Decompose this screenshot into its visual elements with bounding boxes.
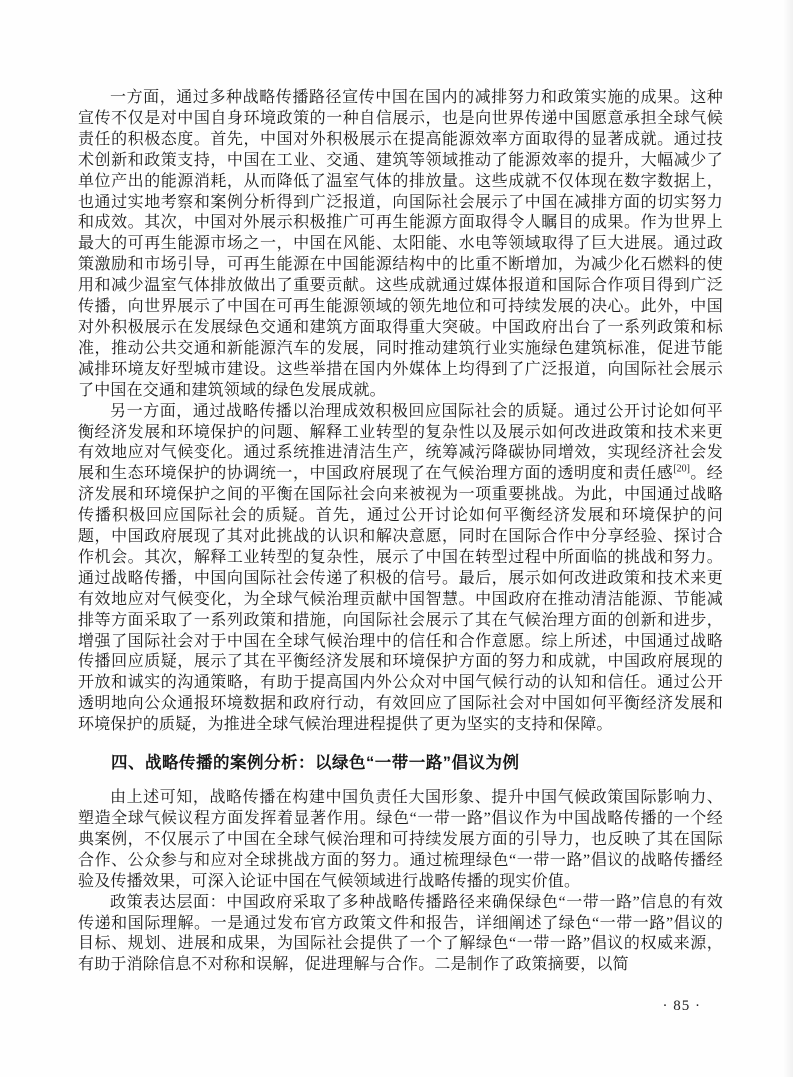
paragraph-response-text-before-ref: 另一方面，通过战略传播以治理成效积极回应国际社会的质疑。通过公开讨论如何平衡经济发展和环境保护的问题、解释工业转型的复杂性以及展示如何改进政策和技术来更有效地应对气候变化。通过系统推进清洁生产，统筹减污降碳协同增效，实现经济社会发展和生态环境保护的协调统一，中国政府展现了在气候治理方面的透明度和责任感 (78, 402, 723, 483)
paragraph-domestic-promotion: 一方面，通过多种战略传播路径宣传中国在国内的减排努力和政策实施的成果。这种宣传不仅是对中国自身环境政策的一种自信展示，也是向世界传递中国愿意承担全球气候责任的积极态度。首先，中国对外积极展示在提高能源效率方面取得的显著成就。通过技术创新和政策支持，中国在工业、交通、建筑等领域推动了能源效率的提升，大幅减少了单位产出的能源消耗，从而降低了温室气体的排放量。这些成就不仅体现在数字数据上，也通过实地考察和案例分析得到广泛报道，向国际社会展示了中国在减排方面的切实努力和成效。其次，中国对外展示积极推广可再生能源方面取得令人瞩目的成果。作为世界上最大的可再生能源市场之一，中国在风能、太阳能、水电等领域取得了巨大进展。通过政策激励和市场引导，可再生能源在中国能源结构中的比重不断增加，为减少化石燃料的使用和减少温室气体排放做出了重要贡献。这些成就通过媒体报道和国际合作项目得到广泛传播，向世界展示了中国在可再生能源领域的领先地位和可持续发展的决心。此外，中国对外积极展示在发展绿色交通和建筑方面取得重大突破。中国政府出台了一系列政策和标准，推动公共交通和新能源汽车的发展，同时推动建筑行业实施绿色建筑标准，促进节能减排环境友好型城市建设。这些举措在国内外媒体上均得到了广泛报道，向国际社会展示了中国在交通和建筑领域的绿色发展成就。 (78, 89, 723, 399)
section-heading-case-analysis: 四、战略传播的案例分析：以绿色“一带一路”倡议为例 (111, 754, 520, 773)
article-body (78, 88, 723, 976)
paragraph-case-intro: 由上述可知，战略传播在构建中国负责任大国形象、提升中国气候政策国际影响力、塑造全球气候议程方面发挥着显著作用。绿色“一带一路”倡议作为中国战略传播的一个经典案例，不仅展示了中国在全球气候治理和可持续发展方面的引导力，也反映了其在国际合作、公众参与和应对全球挑战方面的努力。通过梳理绿色“一带一路”倡议的战略传播经验及传播效果，可深入论证中国在气候领域进行战略传播的现实价值。 (78, 789, 723, 890)
paragraph-policy-expression: 政策表达层面：中国政府采取了多种战略传播路径来确保绿色“一带一路”信息的有效传递和国际理解。一是通过发布官方政策文件和报告，详细阐述了绿色“一带一路”倡议的目标、规划、进展和成果，为国际社会提供了一个了解绿色“一带一路”倡议的权威来源，有助于消除信息不对称和误解，促进理解与合作。二是制作了政策摘要，以简 (78, 893, 723, 974)
paragraph-response-to-doubts (78, 402, 723, 737)
paragraph-response-text-after-ref: 。经济发展和环境保护之间的平衡在国际社会向来被视为一项重要挑战。为此，中国通过战略传播积极回应国际社会的质疑。首先，通过公开讨论如何平衡经济发展和环境保护的问题，中国政府展现了其对此挑战的认识和解决意愿，同时在国际合作中分享经验、探讨合作机会。其次，解释工业转型的复杂性，展示了中国在转型过程中所面临的挑战和努力。通过战略传播，中国向国际社会传递了积极的信号。最后，展示如何改进政策和技术来更有效地应对气候变化，为全球气候治理贡献中国智慧。中国政府在推动清洁能源、节能减排等方面采取了一系列政策和措施，向国际社会展示了其在气候治理方面的创新和进步，增强了国际社会对于中国在全球气候治理中的信任和合作意愿。综上所述，中国通过战略传播回应质疑，展示了其在平衡经济发展和环境保护方面的努力和成就，中国政府展现的开放和诚实的沟通策略，有助于提高国内外公众对中国气候行动的认知和信任。通过公开透明地向公众通报环境数据和政府行动，有效回应了国际社会对中国如何平衡经济发展和环境保护的质疑，为推进全球气候治理进程提供了更为坚实的支持和保障。 (78, 465, 724, 734)
page-number: · 85 · (662, 998, 701, 1014)
reference-marker-20: [20] (673, 463, 690, 475)
